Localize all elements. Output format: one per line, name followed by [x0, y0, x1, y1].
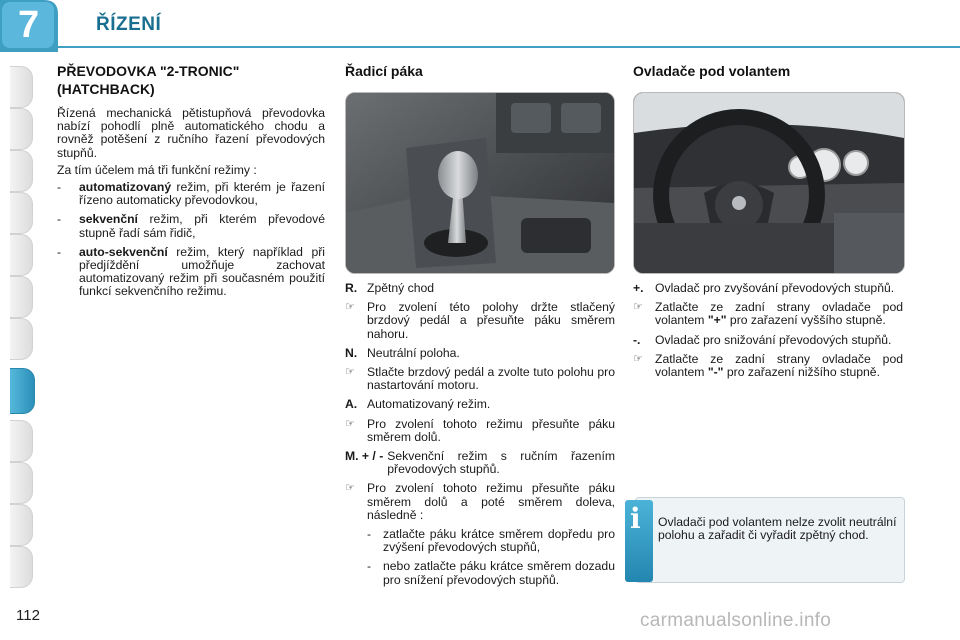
chapter-tab-7[interactable] — [10, 318, 33, 360]
steering-wheel-photo — [633, 92, 905, 274]
list-item: M. + / - Sekvenční režim s ručním řazením převodových stupňů. — [345, 449, 615, 477]
watermark: carmanualsonline.info — [640, 610, 832, 631]
list-item: R. Zpětný chod — [345, 281, 435, 295]
list-item: N. Neutrální poloha. — [345, 345, 460, 360]
header-rule — [0, 46, 960, 48]
mode-item: - sekvenční režim, při kterém převodové stupně řadí sám řidič, — [57, 212, 325, 240]
page-number: 112 — [16, 607, 40, 624]
chapter-number: 7 — [18, 4, 40, 46]
list-item: ☞ Pro zvolení tohoto režimu přesuňte páku směrem dolů a poté směrem doleva, následně : — [345, 481, 615, 522]
gear-lever-photo — [345, 92, 615, 274]
gearbox-title: PŘEVODOVKA "2-TRONIC" (HATCHBACK) — [57, 63, 240, 97]
paddles-list — [633, 282, 903, 385]
gearbox-intro: Řízená mechanická pětistupňová převodovka nabízí pohodlí plně automatického chodu a rovněž potěšení z ručního řazení převodových stupňů. — [57, 106, 325, 160]
list-item: ☞ Zatlačte ze zadní strany ovladače pod volantem "+" pro zařazení vyššího stupně. — [633, 300, 903, 328]
info-icon-glyph: i — [630, 502, 641, 535]
chapter-tab-5[interactable] — [10, 234, 33, 276]
list-item: +. Ovladač pro zvyšování převodových stupňů. — [633, 281, 895, 295]
chapter-tab-active[interactable] — [10, 368, 35, 414]
chapter-tab-6[interactable] — [10, 276, 33, 318]
list-item: - zatlačte páku krátce směrem dopředu pro zvýšení převodových stupňů, — [367, 527, 615, 555]
list-item: - nebo zatlačte páku krátce směrem dozadu pro snížení převodových stupňů. — [367, 559, 615, 587]
mode-item: - automatizovaný režim, při kterém je řazení řízeno automaticky převodovkou, — [57, 180, 325, 208]
paddles-title: Ovladače pod volantem — [633, 63, 791, 79]
chapter-tab-4[interactable] — [10, 192, 33, 234]
list-item: A. Automatizovaný režim. — [345, 397, 491, 412]
chapter-tab-1[interactable] — [10, 66, 33, 108]
list-item: ☞ Stlačte brzdový pedál a zvolte tuto polohu pro nastartování motoru. — [345, 365, 615, 393]
list-item: ☞ Pro zvolení tohoto režimu přesuňte páku směrem dolů. — [345, 416, 615, 444]
list-item: ☞ Pro zvolení této polohy držte stlačený brzdový pedál a přesuňte páku směrem nahoru. — [345, 300, 615, 341]
chapter-title: ŘÍZENÍ — [96, 14, 162, 35]
chapter-tab-12[interactable] — [10, 546, 33, 588]
left-column-body — [57, 107, 325, 305]
info-text: Ovladači pod volantem nelze zvolit neutrální polohu a zařadit či vyřadit zpětný chod. — [658, 515, 897, 543]
chapter-tab-11[interactable] — [10, 504, 33, 546]
list-item: ☞ Zatlačte ze zadní strany ovladače pod volantem "-" pro zařazení nižšího stupně. — [633, 351, 903, 380]
list-item: -. Ovladač pro snižování převodových stupňů. — [633, 332, 892, 347]
chapter-tab-3[interactable] — [10, 150, 33, 192]
chapter-tab-9[interactable] — [10, 420, 33, 462]
mode-item: - auto-sekvenční režim, který například při předjíždění umožňuje zachovat automatizovaný režim při současném použití funkcí sekvenčního režimu. — [57, 244, 325, 299]
gear-lever-list — [345, 282, 615, 593]
gear-lever-title: Řadicí páka — [345, 63, 423, 79]
chapter-tab-2[interactable] — [10, 108, 33, 150]
chapter-tab-10[interactable] — [10, 462, 33, 504]
modes-lead: Za tím účelem má tři funkční režimy : — [57, 162, 257, 177]
